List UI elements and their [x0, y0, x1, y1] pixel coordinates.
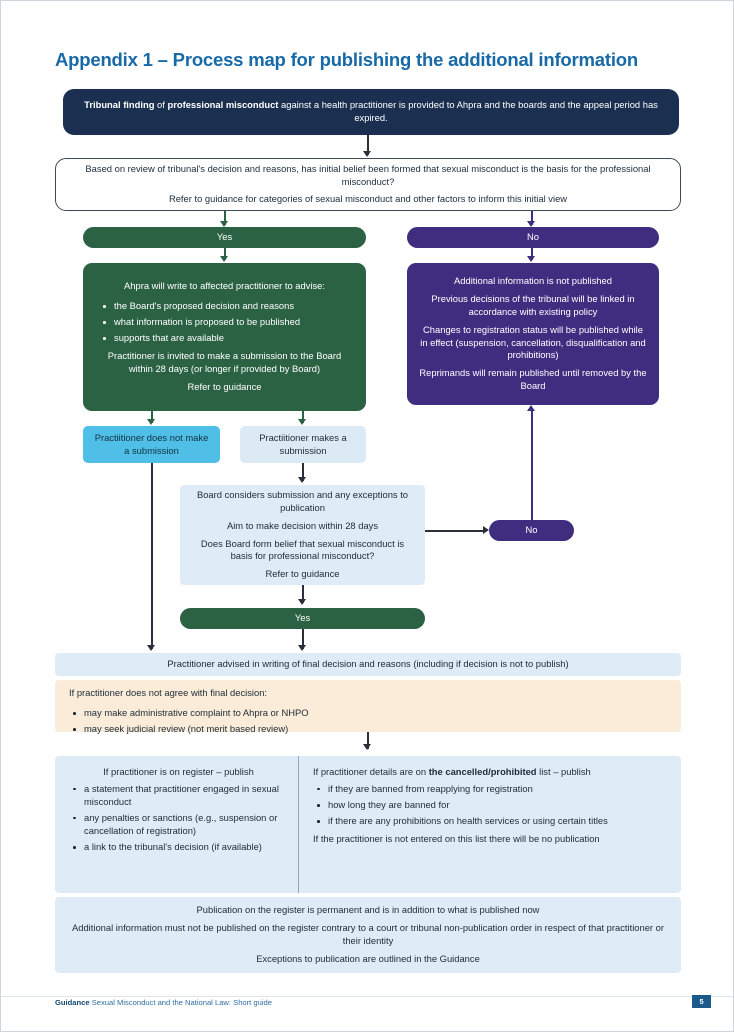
connector-no2-to-not-published — [531, 411, 533, 520]
start-rest: against a health practitioner is provided to Ahpra and the boards and the appeal period has expired. — [278, 99, 658, 123]
node-final-publication-note — [55, 897, 681, 973]
cancelled-prohibited-header — [313, 766, 669, 779]
node-practitioner-disagrees — [55, 680, 681, 735]
node-no-branch-1 — [407, 227, 659, 248]
list-item: how long they are banned for — [313, 799, 669, 812]
footer-label-bold: Guidance — [55, 998, 90, 1007]
list-item: may make administrative complaint to Ahpra or NHPO — [69, 707, 667, 720]
split-panel-divider — [298, 756, 299, 893]
arrowhead-start-to-decision1 — [363, 151, 371, 157]
cp-header-pre: If practitioner details are on — [313, 766, 429, 777]
arrowhead-makes-submission-to-board — [298, 477, 306, 483]
start-bold-2: professional misconduct — [167, 99, 279, 111]
list-item: may seek judicial review (not merit based review) — [69, 723, 667, 736]
list-item: what information is proposed to be published — [99, 316, 350, 329]
arrowhead-green-to-no-submission — [147, 419, 155, 425]
arrowhead-yes2-to-advised — [298, 645, 306, 651]
node-yes-branch-2 — [180, 608, 425, 629]
list-item: supports that are available — [99, 332, 350, 345]
arrowhead-yes-to-ahpra-writes — [220, 256, 228, 262]
node-additional-info-not-published — [407, 263, 659, 405]
no-submission-label: Practiitioner does not make a submission — [94, 431, 209, 456]
board-considers-line-2: Aim to make decision within 28 days — [226, 519, 379, 531]
list-item: a statement that practitioner engaged in sexual misconduct — [69, 783, 288, 809]
publication-on-register-column — [55, 756, 298, 893]
ahpra-writes-outro-1: Practitioner is invited to make a submission to the Board within 28 days (or longer if provided by Board) — [107, 349, 342, 374]
arrowhead-no2-to-not-published — [527, 405, 535, 411]
not-published-line-3: Changes to registration status will be published while in effect (suspension, cancellation, disqualification and prohibitions) — [420, 323, 646, 361]
final-note-line-1: Publication on the register is permanent and is in addition to what is published now — [196, 904, 540, 916]
list-item: any penalties or sanctions (e.g., suspension or cancellation of registration) — [69, 812, 288, 838]
not-published-line-4: Reprimands will remain published until removed by the Board — [419, 367, 647, 392]
decision1-line1: Based on review of tribunal's decision and reasons, has initial belief been formed that sexual misconduct is the basis for the professional misconduct? — [85, 162, 651, 187]
makes-submission-label: Practiitioner makes a submission — [259, 431, 347, 456]
list-item: a link to the tribunal's decision (if available) — [69, 841, 288, 854]
arrowhead-disagree-to-split — [363, 744, 371, 750]
start-bold-1: Tribunal finding — [84, 99, 155, 111]
board-considers-line-1: Board considers submission and any exceptions to publication — [196, 488, 409, 513]
list-item: if there are any prohibitions on health services or using certain titles — [313, 815, 669, 828]
node-yes-branch-1 — [83, 227, 366, 248]
node-publication-detail-panel — [55, 756, 681, 893]
node-initial-belief-decision — [55, 158, 681, 211]
ahpra-writes-outro-2: Refer to guidance — [187, 380, 262, 392]
no2-label: No — [525, 524, 538, 536]
list-item: the Board's proposed decision and reasons — [99, 300, 350, 313]
node-makes-submission — [240, 426, 366, 463]
page-number-badge: 5 — [692, 995, 711, 1008]
arrowhead-no-submission-to-advised — [147, 645, 155, 651]
decision1-line2: Refer to guidance for categories of sexual misconduct and other factors to inform this initial view — [168, 193, 568, 205]
connector-board-to-no2 — [425, 530, 485, 532]
node-no-branch-2 — [489, 520, 574, 541]
connector-no-submission-to-advised — [151, 463, 153, 649]
yes1-label: Yes — [216, 231, 233, 243]
cancelled-prohibited-footer: If the practitioner is not entered on this list there will be no publication — [313, 833, 600, 845]
arrowhead-green-to-makes-submission — [298, 419, 306, 425]
final-note-line-2: Additional information must not be published on the register contrary to a court or tribunal non-publication order in respect of that practitioner or their identity — [72, 922, 664, 946]
page-title: Appendix 1 – Process map for publishing the additional information — [55, 49, 638, 70]
list-item: if they are banned from reapplying for registration — [313, 783, 669, 796]
cancelled-prohibited-column — [298, 756, 681, 893]
footer-label — [55, 998, 272, 1007]
ahpra-writes-bullet-list — [99, 300, 350, 345]
footer-label-rest: Sexual Misconduct and the National Law: Short guide — [89, 998, 272, 1007]
not-published-line-2: Previous decisions of the tribunal will be linked in accordance with existing policy — [431, 292, 635, 317]
node-practitioner-advised — [55, 653, 681, 676]
start-mid: of — [154, 99, 168, 111]
footer-divider — [1, 996, 734, 997]
node-no-submission — [83, 426, 220, 463]
node-ahpra-writes-to-practitioner — [83, 263, 366, 411]
not-published-line-1: Additional information is not published — [454, 274, 612, 286]
final-note-line-3: Exceptions to publication are outlined in the Guidance — [256, 952, 480, 964]
cancelled-prohibited-bullet-list — [313, 783, 669, 828]
disagree-intro: If practitioner does not agree with final decision: — [69, 687, 268, 698]
node-board-considers-submission — [180, 485, 425, 585]
no1-label: No — [527, 231, 539, 243]
node-tribunal-finding — [63, 89, 679, 135]
ahpra-writes-intro: Ahpra will write to affected practitioner to advise: — [124, 280, 325, 292]
on-register-bullet-list — [69, 783, 288, 854]
yes2-label: Yes — [294, 612, 311, 624]
cp-header-post: list – publish — [536, 766, 591, 777]
advised-text: Practitioner advised in writing of final decision and reasons (including if decision is not to publish) — [167, 658, 569, 670]
cp-header-bold: the cancelled/prohibited — [428, 766, 537, 777]
on-register-header: If practitioner is on register – publish — [103, 766, 254, 777]
arrowhead-board-to-yes2 — [298, 599, 306, 605]
board-considers-line-3: Does Board form belief that sexual misconduct is basis for professional misconduct? — [200, 537, 405, 562]
board-considers-line-4: Refer to guidance — [265, 568, 340, 580]
arrowhead-no-to-not-published — [527, 256, 535, 262]
